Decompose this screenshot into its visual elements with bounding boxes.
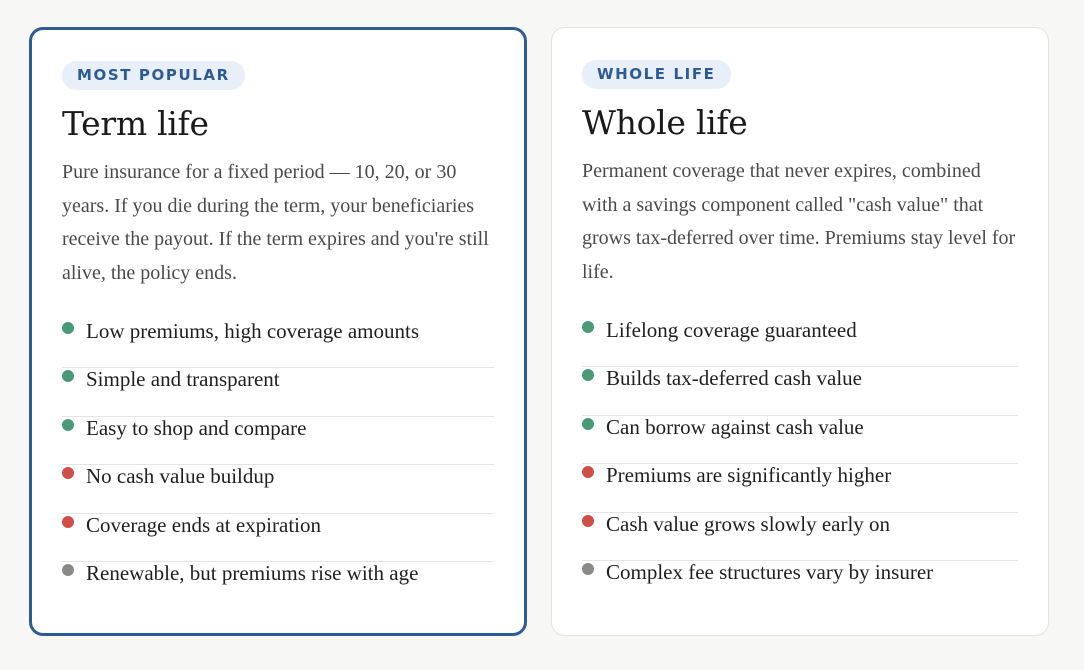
whole-life-badge: WHOLE LIFE — [582, 60, 731, 89]
whole-life-description: Permanent coverage that never expires, combined with a savings component called "cash value" that grows tax-deferred over time. Premiums stay level for life. — [582, 160, 1016, 283]
term-life-feature-list — [62, 320, 494, 610]
pro-bullet-icon — [62, 370, 74, 382]
term-life-description: Pure insurance for a fixed period — 10, 20, or 30 years. If you die during the term, your beneficiaries receive the payout. If the term expires and you're still alive, the policy ends. — [62, 161, 489, 284]
whole-feature-item — [582, 319, 1018, 367]
feature-label: Complex fee structures vary by insurer — [606, 559, 934, 584]
con-bullet-icon — [582, 515, 594, 527]
whole-life-title: Whole life — [582, 103, 748, 142]
pro-bullet-icon — [582, 418, 594, 430]
whole-feature-item — [582, 464, 1018, 512]
neutral-bullet-icon — [62, 564, 74, 576]
whole-feature-item — [582, 513, 1018, 561]
pro-bullet-icon — [62, 322, 74, 334]
whole-feature-item — [582, 416, 1018, 464]
feature-label: Lifelong coverage guaranteed — [606, 318, 857, 342]
feature-label: Low premiums, high coverage amounts — [86, 319, 420, 343]
most-popular-badge: MOST POPULAR — [62, 61, 245, 90]
term-feature-item — [62, 368, 494, 416]
con-bullet-icon — [62, 516, 74, 528]
pro-bullet-icon — [62, 419, 74, 431]
feature-label: Cash value grows slowly early on — [606, 511, 891, 536]
term-feature-item — [62, 562, 494, 610]
whole-life-feature-list — [582, 319, 1018, 609]
neutral-bullet-icon — [582, 563, 594, 575]
con-bullet-icon — [582, 466, 594, 478]
feature-label: Builds tax-deferred cash value — [606, 366, 862, 391]
feature-label: Premiums are significantly higher — [606, 463, 892, 488]
feature-label: Coverage ends at expiration — [86, 512, 321, 537]
pro-bullet-icon — [582, 369, 594, 381]
term-life-card[interactable] — [29, 27, 527, 636]
con-bullet-icon — [62, 467, 74, 479]
feature-label: Renewable, but premiums rise with age — [86, 560, 419, 585]
term-feature-item — [62, 514, 494, 562]
term-feature-item — [62, 320, 494, 368]
feature-label: No cash value buildup — [86, 464, 275, 489]
whole-life-card[interactable] — [551, 27, 1049, 636]
feature-label: Simple and transparent — [86, 367, 280, 392]
feature-label: Easy to shop and compare — [86, 415, 307, 440]
term-feature-item — [62, 417, 494, 465]
whole-feature-item — [582, 367, 1018, 415]
term-life-title: Term life — [62, 104, 209, 143]
feature-label: Can borrow against cash value — [606, 414, 864, 439]
pro-bullet-icon — [582, 321, 594, 333]
whole-feature-item — [582, 561, 1018, 609]
term-feature-item — [62, 465, 494, 513]
